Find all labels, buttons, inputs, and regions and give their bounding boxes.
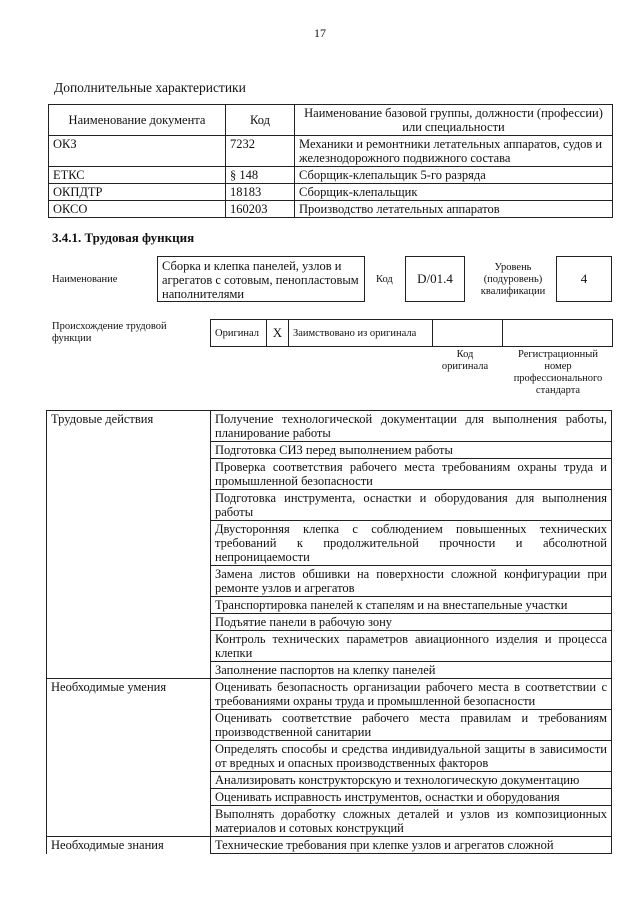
table-row (47, 614, 612, 631)
table-row (47, 490, 612, 521)
table-row (47, 459, 612, 490)
table-row (49, 184, 613, 201)
group-label: Необходимые знания (47, 837, 211, 854)
page-number: 17 (314, 26, 326, 40)
row-group-name: Сборщик-клепальщик 5-го разряда (295, 167, 613, 184)
row-code: 160203 (226, 201, 295, 218)
table-header-row (49, 105, 613, 136)
origin-box (210, 319, 613, 347)
list-item: Оценивать соответствие рабочего места правилам и требованиям производственной санитарии (211, 710, 612, 741)
table-row (47, 710, 612, 741)
table-row (47, 411, 612, 442)
list-item: Технические требования при клепке узлов и агрегатов сложной (211, 837, 612, 854)
header-document: Наименование документа (49, 105, 226, 136)
table-row (47, 662, 612, 679)
list-item: Транспортировка панелей к стапелям и на внестапельные участки (211, 597, 612, 614)
row-document: ОКПДТР (49, 184, 226, 201)
list-item: Контроль технических параметров авиационного изделия и процесса клепки (211, 631, 612, 662)
table-row (47, 631, 612, 662)
table-row (47, 521, 612, 566)
table-row (49, 201, 613, 218)
list-item: Подготовка инструмента, оснастки и оборудования для выполнения работы (211, 490, 612, 521)
table-row (47, 597, 612, 614)
caption-reg-number: Регистрационный номер профессионального стандарта (513, 349, 603, 396)
origin-code-cell (433, 320, 503, 346)
origin-borrowed-cell: Заимствовано из оригинала (289, 320, 433, 346)
list-item: Замена листов обшивки на поверхности сложной конфигурации при ремонте узлов и агрегатов (211, 566, 612, 597)
function-code-value: D/01.4 (405, 256, 465, 302)
group-label: Трудовые действия (47, 411, 211, 442)
caption-code-original: Код оригинала (441, 349, 489, 372)
list-item: Оценивать исправность инструментов, оснастки и оборудования (211, 789, 612, 806)
table-row (47, 442, 612, 459)
list-item: Получение технологической документации для выполнения работы, планирование работы (211, 411, 612, 442)
classification-table (48, 104, 613, 218)
row-group-name: Производство летательных аппаратов (295, 201, 613, 218)
list-item: Определять способы и средства индивидуальной защиты в зависимости от вредных и опасных производственных факторов (211, 741, 612, 772)
header-code: Код (226, 105, 295, 136)
origin-mark: X (267, 320, 289, 346)
table-row (47, 806, 612, 837)
function-name-value: Сборка и клепка панелей, узлов и агрегатов с сотовым, пенопластовым наполнителями (157, 256, 365, 302)
table-row (47, 772, 612, 789)
row-code: § 148 (226, 167, 295, 184)
table-row (49, 167, 613, 184)
row-group-name: Механики и ремонтники летательных аппаратов, судов и железнодорожного подвижного состава (295, 136, 613, 167)
row-code: 7232 (226, 136, 295, 167)
origin-reg-cell (503, 320, 612, 346)
list-item: Заполнение паспортов на клепку панелей (211, 662, 612, 679)
row-document: ЕТКС (49, 167, 226, 184)
row-document: ОКСО (49, 201, 226, 218)
table-row (47, 679, 612, 710)
name-label: Наименование (52, 274, 118, 285)
table-row (47, 789, 612, 806)
code-label: Код (376, 274, 393, 285)
table-row (49, 136, 613, 167)
table-row (47, 741, 612, 772)
row-code: 18183 (226, 184, 295, 201)
additional-characteristics-title: Дополнительные характеристики (54, 80, 246, 95)
function-heading: 3.4.1. Трудовая функция (52, 230, 195, 245)
list-item: Оценивать безопасность организации рабочего места в соответствии с требованиями охраны труда и промышленной безопасности (211, 679, 612, 710)
list-item: Выполнять доработку сложных деталей и узлов из композиционных материалов и сотовых конструкций (211, 806, 612, 837)
origin-label: Происхождение трудовой функции (52, 321, 167, 344)
list-item: Проверка соответствия рабочего места требованиям охраны труда и промышленной безопасности (211, 459, 612, 490)
row-group-name: Сборщик-клепальщик (295, 184, 613, 201)
row-document: ОКЗ (49, 136, 226, 167)
list-item: Подъятие панели в рабочую зону (211, 614, 612, 631)
table-row (47, 566, 612, 597)
origin-original-cell: Оригинал (211, 320, 267, 346)
list-item: Подготовка СИЗ перед выполнением работы (211, 442, 612, 459)
level-label: Уровень (подуровень) квалификации (480, 262, 546, 297)
list-item: Анализировать конструкторскую и технологическую документацию (211, 772, 612, 789)
header-group-name: Наименование базовой группы, должности (профессии) или специальности (295, 105, 613, 136)
function-details-table (46, 410, 612, 854)
list-item: Двусторонняя клепка с соблюдением повышенных технических требований к продолжительной прочности и абсолютной непроницаемости (211, 521, 612, 566)
table-row (47, 837, 612, 854)
level-value: 4 (556, 256, 612, 302)
group-label: Необходимые умения (47, 679, 211, 710)
